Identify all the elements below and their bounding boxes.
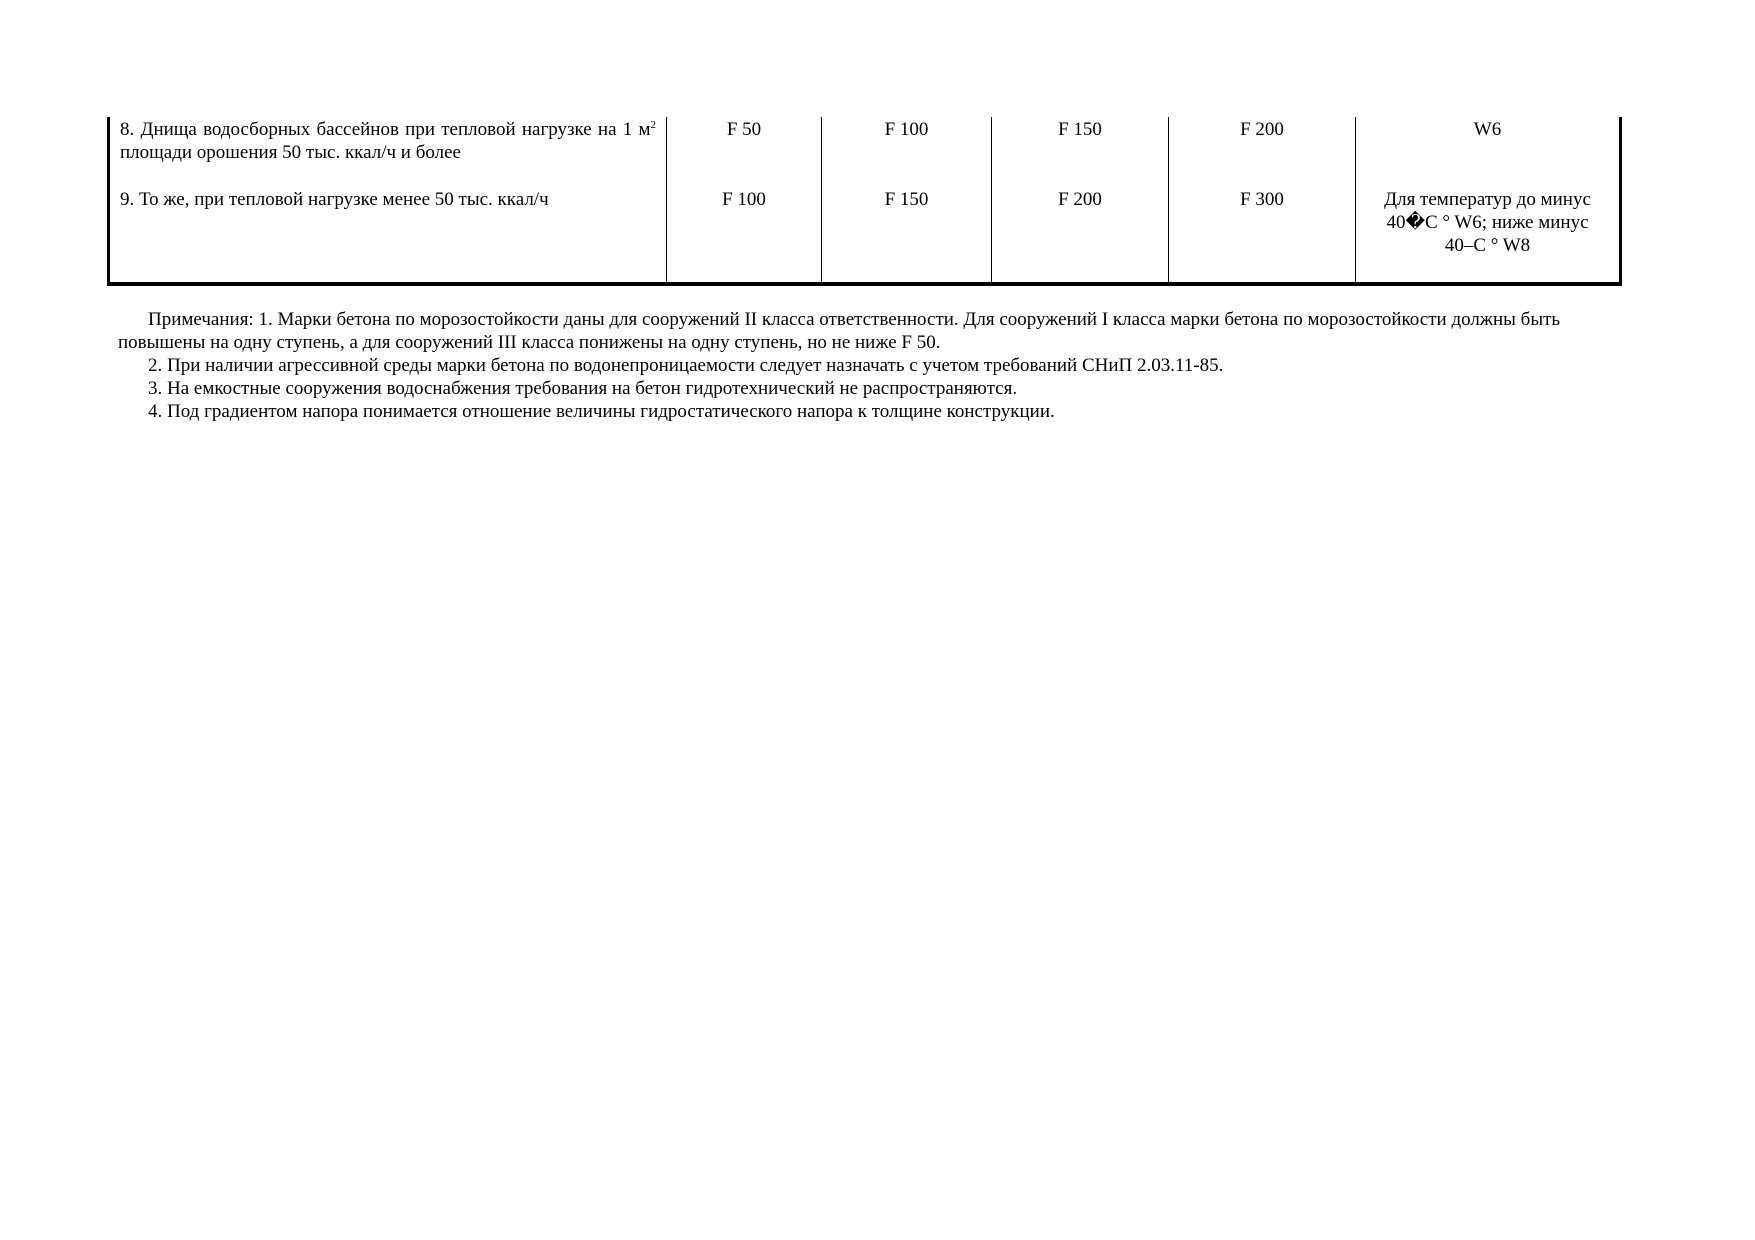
water-tightness-line: 40–C ° W8 <box>1444 235 1531 256</box>
grade-cell: F 100 <box>667 187 822 284</box>
grade-cell: F 200 <box>1169 117 1356 187</box>
superscript: 2 <box>650 119 656 131</box>
water-tightness-cell <box>1356 187 1621 284</box>
grade-cell: F 50 <box>667 117 822 187</box>
concrete-grades-table <box>107 117 1622 286</box>
grade-cell: F 150 <box>992 117 1169 187</box>
water-tightness-cell: W6 <box>1356 117 1621 187</box>
grade-cell: F 100 <box>822 117 992 187</box>
note-paragraph: 4. Под градиентом напора понимается отношение величины гидростатического напора к толщине конструкции. <box>148 401 1055 422</box>
table-row <box>109 117 1621 187</box>
water-tightness-line: 40�C ° W6; ниже минус <box>1386 212 1589 233</box>
table-row <box>109 187 1621 284</box>
structure-description-cell: 9. То же, при тепловой нагрузке менее 50 тыс. ккал/ч <box>109 187 667 284</box>
water-tightness-line: Для температур до минус <box>1384 189 1591 210</box>
description-text-continued: площади орошения 50 тыс. ккал/ч и более <box>120 142 461 163</box>
grade-cell: F 150 <box>822 187 992 284</box>
grade-cell: F 200 <box>992 187 1169 284</box>
structure-description-cell <box>109 117 667 187</box>
note-paragraph: 2. При наличии агрессивной среды марки бетона по водонепроницаемости следует назначать с учетом требований СНиП 2.03.11-85. <box>148 355 1224 376</box>
description-text: 8. Днища водосборных бассейнов при тепловой нагрузке на 1 м <box>120 119 651 140</box>
notes-section <box>118 308 1648 423</box>
grade-cell: F 300 <box>1169 187 1356 284</box>
note-paragraph: Примечания: 1. Марки бетона по морозостойкости даны для сооружений II класса ответственности. Для сооружений I класса марки бетона по морозостойкости должны быть повышены на одну ступень, а для сооружений III класса понижены на одну ступень, но не ниже F 50. <box>118 309 1561 353</box>
note-paragraph: 3. На емкостные сооружения водоснабжения требования на бетон гидротехнический не распространяются. <box>148 378 1018 399</box>
